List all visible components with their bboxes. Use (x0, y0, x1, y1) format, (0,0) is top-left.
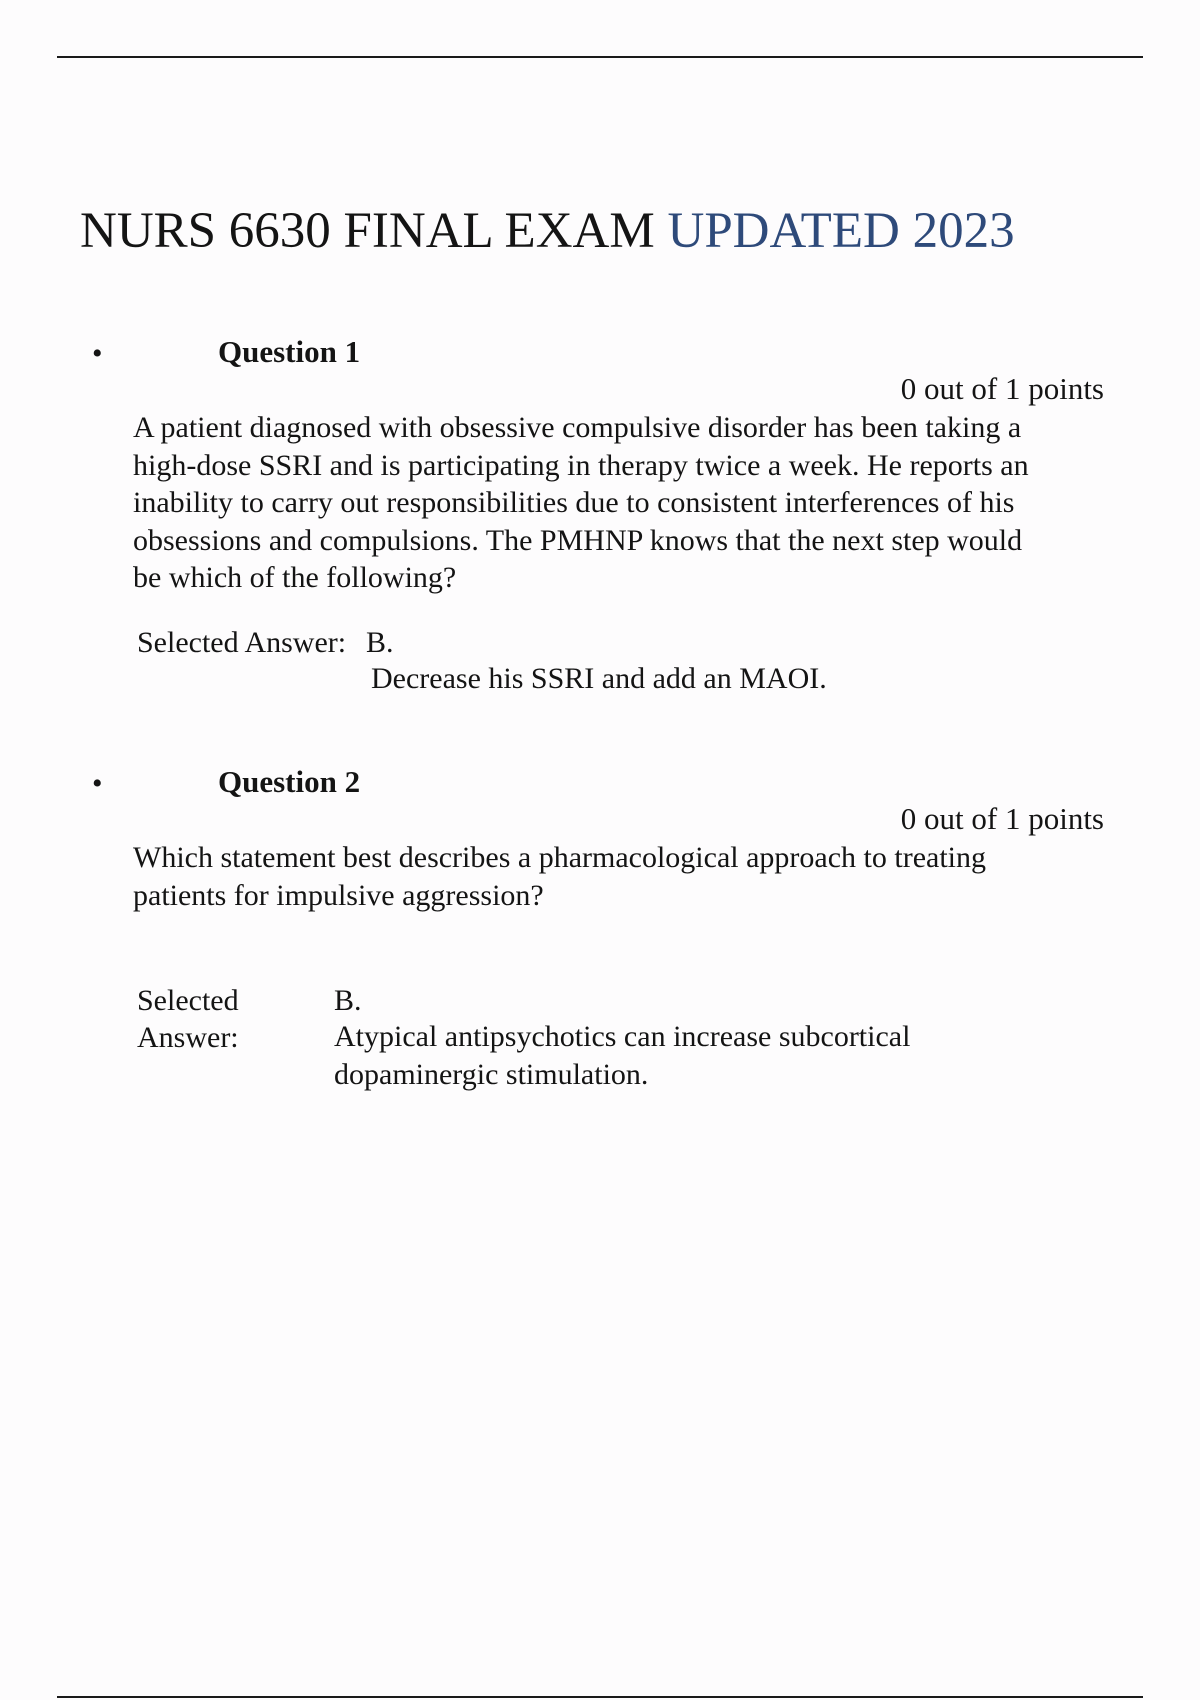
top-rule (57, 56, 1143, 58)
question-1-selected-letter: B. (366, 626, 394, 659)
question-1-text: A patient diagnosed with obsessive compulsive disorder has been taking a high-dose SSRI and is participating in therapy twice a week. He reports an inability to carry out responsibilities due to consistent interferences of his obsessions and compulsions. The PMHNP knows that the next step would be which of the following? (133, 411, 1029, 594)
question-1-selected-label: Selected Answer: (137, 626, 347, 659)
question-1-selected-answer: Decrease his SSRI and add an MAOI. (371, 662, 827, 695)
question-2-selected-letter: B. (334, 984, 362, 1017)
question-2-selected-label-line2: Answer: (137, 1021, 239, 1054)
question-2-selected-answer: Atypical antipsychotics can increase subcortical dopaminergic stimulation. (334, 1020, 911, 1091)
question-2-selected-label-line1: Selected (137, 984, 239, 1017)
question-2-text: Which statement best describes a pharmacological approach to treating patients for impulsive aggression? (133, 841, 986, 912)
question-2-bullet: • (92, 767, 103, 800)
question-1-points: 0 out of 1 points (900, 371, 1104, 406)
document-title (80, 200, 1015, 262)
title-accent: UPDATED 2023 (667, 203, 1015, 259)
question-2-points: 0 out of 1 points (900, 801, 1104, 836)
bottom-rule (57, 1696, 1143, 1698)
title-main: NURS 6630 FINAL EXAM (80, 203, 655, 259)
question-1-label: Question 1 (218, 334, 361, 369)
question-2-label: Question 2 (218, 764, 361, 799)
question-1-bullet: • (92, 337, 103, 370)
